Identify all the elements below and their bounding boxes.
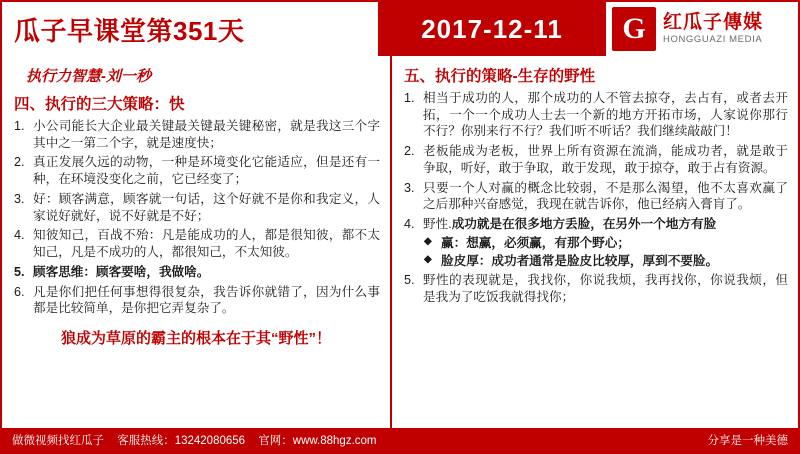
header [2,2,798,56]
header-title-area [2,2,378,56]
brand-logo [606,2,798,56]
list-item: 真正发展久远的动物，一种是环境变化它能适应，但是还有一种，在环境没变化之前，它已经变了； [33,155,380,187]
sub-list-item: ◆ 脸皮厚：成功者通常是脸皮比较厚，厚到不要脸。 [423,253,788,270]
list-item: 野性的表现就是，我找你，你说我烦，我再找你，你说我烦，但是我为了吃饭我就得找你； [423,273,788,305]
left-section-heading: 四、执行的三大策略：快 [14,96,185,113]
item-label-plain: 野性. [423,217,452,232]
list-item: 老板能成为老板，世界上所有资源在流淌，能成功者，就是敢于争取，听好，敢于争取，敢于发现，敢于掠夺，敢于占有资源。 [423,144,788,175]
list-item: 好：顾客满意，顾客就一句话，这个好就不是你和我定义，人家说好就好，说不好就是不好； [33,191,380,223]
footer-item: 做微视频找红瓜子 [12,435,104,447]
footer-item: 客服热线：13242080656 [117,435,246,447]
footer [2,428,798,452]
list-item: 凡是你们把任何事想得很复杂，我告诉你就错了，因为什么事都是比较简单，是你把它弄复杂了。 [33,284,380,316]
left-column [2,56,390,428]
footer-slogan: 分享是一种美德 [707,435,788,447]
footer-contact-info [12,432,387,448]
slide-body [2,56,798,428]
right-column [390,56,798,428]
list-item: 相当于成功的人，那个成功的人不管去掠夺，去占有，或者去开拓，一个一个成功人士去一个新的地方开拓市场，人家说你那行不行？你别来行不行？我们听不听话？我们继续敲敲门！ [423,91,788,139]
logo-name-en: HONGGUAZI MEDIA [663,34,763,46]
footer-item: 官网：www.88hgz.com [258,435,377,447]
logo-name-cn: 红瓜子傳媒 [663,11,764,33]
right-sub-list [423,235,788,269]
right-section-heading: 五、执行的策略-生存的野性 [404,68,596,85]
list-item: 顾客思维：顾客要啥，我做啥。 [33,264,210,279]
header-date-area [378,2,606,56]
list-item: 知彼知己，百战不殆：凡是能成功的人，都是很知彼，都不太知己，凡是不成功的人，都很知己，不太知彼。 [33,228,380,260]
list-item: 小公司能长大企业最关键最关键最关键秘密，就是我这三个字其中之一第二个字，就是速度快； [33,119,380,150]
item-label-bold: 成功就是在很多地方丢脸，在另外一个地方有脸 [451,217,717,232]
right-list [402,90,788,306]
logo-text-group [663,12,763,47]
left-closing-line: 狼成为草原的霸主的根本在于其“野性”！ [60,330,331,348]
sub-list-item: ◆ 赢：想赢，必须赢，有那个野心； [423,235,788,252]
left-list [12,118,380,317]
date-label: 2017-12-11 [421,13,563,44]
list-item [402,216,788,269]
course-subtitle: 执行力智慧-刘一秒 [26,68,151,85]
list-item: 只要一个人对赢的概念比较弱，不是那么渴望，他不太喜欢赢了之后那种兴奋感觉，我现在就告诉你，他已经病入膏肓了。 [423,180,788,212]
logo-icon: G [612,7,656,51]
page-title: 瓜子早课堂第351天 [14,15,245,46]
